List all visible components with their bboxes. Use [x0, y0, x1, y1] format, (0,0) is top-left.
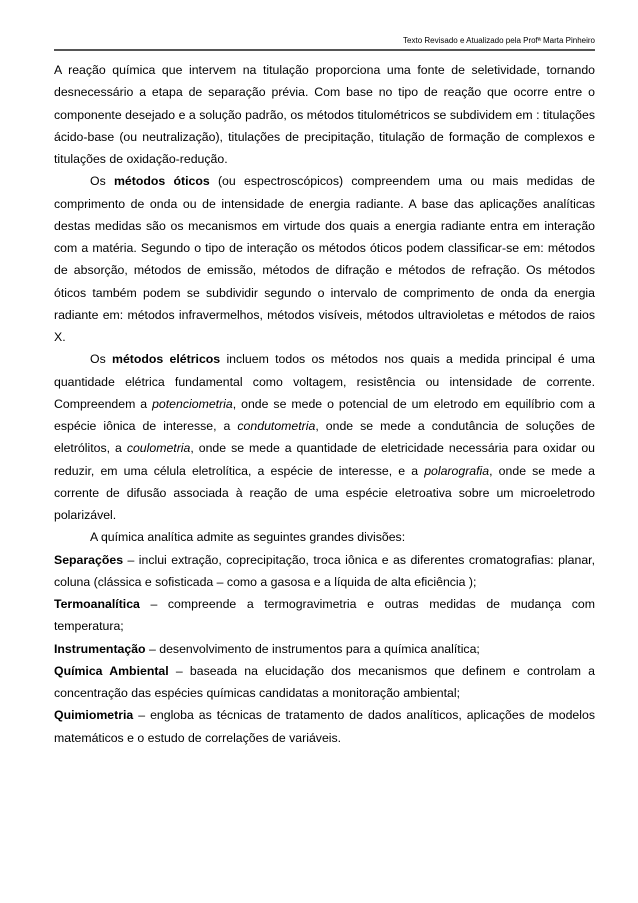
paragraph-electrical-methods [54, 348, 595, 526]
division-text: – desenvolvimento de instrumentos para a química analítica; [145, 641, 480, 656]
term-optical-methods: métodos óticos [113, 174, 210, 189]
division-term: Termoanalítica [54, 597, 140, 611]
text-run: incluem todos os métodos nos quais a medida principal é uma quantidade elétrica fundamental como voltagem, resistência ou intensidade de corrente. Compreendem a [54, 352, 595, 411]
text-run: Os [90, 174, 114, 189]
division-chemometrics [54, 704, 595, 749]
text-run: , onde se mede a condutância de soluções de eletrólitos, a [54, 419, 595, 456]
division-text: – engloba as técnicas de tratamento de dados analíticos, aplicações de modelos matemáticos e o estudo de correlações de variáveis. [54, 708, 595, 745]
term-coulometry: coulometria [126, 441, 191, 456]
paragraph-divisions-intro: A química analítica admite as seguintes grandes divisões: [90, 530, 406, 545]
term-potentiometry: potenciometria [152, 396, 233, 411]
text-run: (ou espectroscópicos) compreendem uma ou mais medidas de comprimento de onda ou de intensidade de energia radiante. A base das aplicações analíticas destas medidas são os mecanismos em virtude dos quais a energia radiante entra em interação com a matéria. Segundo o tipo de interação os métodos óticos podem classificar-se em: métodos de absorção, métodos de emissão, métodos de difração e métodos de refração. Os métodos óticos também podem se subdividir segundo o intervalo de comprimento de onda da energia radiante em: métodos infravermelhos, métodos visíveis, métodos ultravioletas e métodos de raios X. [54, 174, 595, 344]
division-text: – compreende a termogravimetria e outras medidas de mudança com temperatura; [54, 597, 595, 634]
text-run: Os [90, 352, 113, 367]
division-separations [54, 549, 595, 594]
paragraph-optical-methods [54, 170, 595, 348]
division-term: Instrumentação [54, 641, 146, 656]
division-thermoanalytics [54, 593, 595, 638]
text-run: , onde se mede a corrente de difusão associada à reação de uma espécie eletroativa sobre um microeletrodo polarizável. [54, 463, 595, 522]
paragraph-titulation: A reação química que intervem na titulação proporciona uma fonte de seletividade, tornando desnecessário a etapa de separação prévia. Com base no tipo de reação que ocorre entre o componente desejado e a solução padrão, os métodos titulométricos se subdividem em : titulações ácido-base (ou neutralização), titulações de precipitação, titulação de formação de complexos e titulações de oxidação-redução. [54, 63, 595, 166]
text-run: , onde se mede a quantidade de eletricidade necessária para oxidar ou reduzir, em uma célula eletrolítica, a espécie de interesse, e a [54, 441, 595, 478]
term-electrical-methods: métodos elétricos [112, 352, 221, 367]
division-term: Química Ambiental [54, 663, 169, 678]
division-term: Quimiometria [54, 708, 134, 723]
text-run: , onde se mede o potencial de um eletrodo em equilíbrio com a espécie iônica de interesse, a [54, 396, 595, 433]
division-environmental-chemistry [54, 660, 595, 705]
division-text: – inclui extração, coprecipitação, troca iônica e as diferentes cromatografias: planar, coluna (clássica e sofisticada – como a gasosa e a líquida de alta eficiência ); [54, 552, 595, 589]
division-text: – baseada na elucidação dos mecanismos que definem e controlam a concentração das espécies químicas candidatas a monitoração ambiental; [54, 663, 595, 700]
page-header: Texto Revisado e Atualizado pela Profª Marta Pinheiro [403, 36, 595, 45]
division-instrumentation [54, 638, 595, 660]
header-rule [54, 49, 595, 51]
division-term: Separações [54, 552, 124, 567]
body-text [54, 59, 595, 749]
term-conductometry: condutometria [237, 419, 316, 433]
term-polarography: polarografia [424, 463, 490, 478]
